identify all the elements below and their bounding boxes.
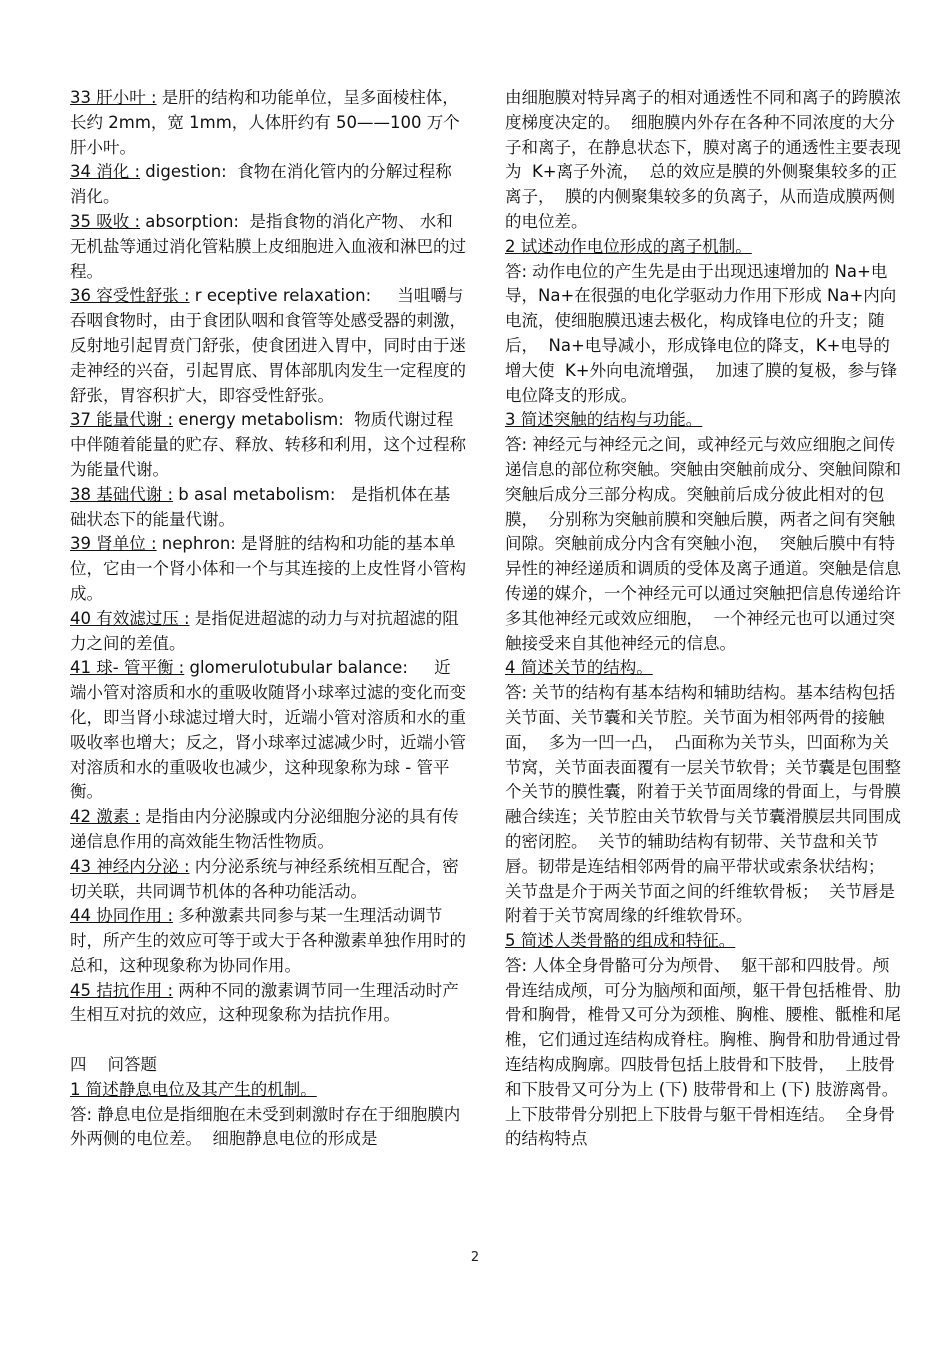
question-2-title: 2 试述动作电位形成的离子机制。: [505, 236, 752, 256]
definition-text: 是肝的结构和功能单位，呈多面棱柱体，长约 2mm，宽 1mm，人体肝约有 50——100 万个肝小叶。: [70, 88, 460, 157]
definition-text: 内分泌系统与神经系统相互配合，密切关联，共同调节机体的各种功能活动。: [70, 856, 459, 901]
question-5-title: 5 简述人类骨骼的组成和特征。: [505, 931, 736, 951]
right-column: [505, 86, 901, 1152]
question-5-answer: 答: 人体全身骨骼可分为颅骨、 躯干部和四肢骨。颅骨连结成颅，可分为脑颅和面颅，躯干骨包括椎骨、肋骨和胸骨，椎骨又可分为颈椎、胸椎、腰椎、骶椎和尾椎，它们通过连结构成脊柱。胸椎、胸骨和肋骨通过骨连结构成胸廓。四肢骨包括上肢骨和下肢骨， 上肢骨和下肢骨又可分为上 (下) 肢带骨和上 (下) 肢游离骨。上下肢带骨分别把上下肢骨与躯干骨相连结。 全身骨的结构特点: [505, 955, 901, 1149]
definition-text: nephron: 是肾脏的结构和功能的基本单位，它由一个肾小体和一个与其连接的上皮性肾小管构成。: [70, 534, 466, 603]
definition-40: [70, 607, 466, 657]
definition-text: digestion: 食物在消化管内的分解过程称消化。: [70, 162, 452, 207]
definition-36: [70, 284, 466, 408]
definition-text: 两种不同的激素调节同一生理活动时产生相互对抗的效应，这种现象称为拮抗作用。: [70, 980, 459, 1025]
definition-text: 是指促进超滤的动力与对抗超滤的阻力之间的差值。: [70, 608, 459, 653]
definition-44: [70, 904, 466, 978]
term-label: 37 能量代谢 :: [70, 410, 174, 430]
definition-text: absorption: 是指食物的消化产物、 水和无机盐等通过消化管粘膜上皮细胞进入血液和淋巴的过程。: [70, 211, 466, 281]
question-3-title: 3 简述突触的结构与功能。: [505, 410, 703, 430]
page-number: 2: [470, 1250, 480, 1265]
question-2-answer: 答: 动作电位的产生先是由于出现迅速增加的 Na+电导，Na+在很强的电化学驱动力作用下形成 Na+内向电流，使细胞膜迅速去极化，构成锋电位的升支；随后， Na+电导减小，形成锋电位的降支，K+电导的增大使 K+外向电流增强， 加速了膜的复极，参与锋电位降支的形成。: [505, 261, 898, 405]
term-label: 44 协同作用 :: [70, 906, 174, 926]
definition-43: [70, 855, 466, 905]
definition-text: 是指由内分泌腺或内分泌细胞分泌的具有传递信息作用的高效能生物活性物质。: [70, 807, 459, 851]
definition-text: 多种激素共同参与某一生理活动调节时，所产生的效应可等于或大于各种激素单独作用时的总和，这种现象称为协同作用。: [70, 906, 466, 975]
question-1-answer: 答: 静息电位是指细胞在未受到刺激时存在于细胞膜内外两侧的电位差。 细胞静息电位的形成是: [70, 1104, 461, 1149]
definition-45: [70, 979, 466, 1029]
definition-35: [70, 210, 466, 284]
spacer: [70, 1028, 466, 1053]
term-label: 41 球- 管平衡 :: [70, 658, 185, 678]
definition-33: [70, 86, 466, 160]
section-title: 四 问答题: [70, 1055, 157, 1075]
definition-text: glomerulotubular balance: 近端小管对溶质和水的重吸收随肾小球率过滤的变化而变化，即当肾小球滤过增大时，近端小管对溶质和水的重吸收率也增大；反之，肾小球率过滤减少时，近端小管对溶质和水的重吸收也减少，这种现象称为球 - 管平衡。: [70, 658, 466, 802]
definition-38: [70, 483, 466, 533]
question-1-title: 1 简述静息电位及其产生的机制。: [70, 1079, 317, 1099]
question-4-title: 4 简述关节的结构。: [505, 658, 653, 678]
term-label: 45 拮抗作用 :: [70, 980, 174, 1000]
definition-39: [70, 532, 466, 606]
definition-37: [70, 408, 466, 482]
question-4-answer: 答: 关节的结构有基本结构和辅助结构。基本结构包括关节面、关节囊和关节腔。关节面为相邻两骨的接触面， 多为一凹一凸， 凸面称为关节头，凹面称为关节窝，关节面表面覆有一层关节软骨；关节囊是包围整个关节的膜性囊，附着于关节面周缘的骨面上，与骨膜融合续连；关节腔由关节软骨与关节囊滑膜层共同围成的密闭腔。 关节的辅助结构有韧带、关节盘和关节唇。韧带是连结相邻两骨的扁平带状或索条状结构； 关节盘是介于两关节面之间的纤维软骨板； 关节唇是附着于关节窝周缘的纤维软骨环。: [505, 683, 901, 926]
term-label: 33 肝小叶 :: [70, 88, 157, 107]
term-label: 35 吸收 :: [70, 211, 141, 231]
term-label: 34 消化 :: [70, 162, 141, 182]
term-label: 36 容受性舒张 :: [70, 286, 190, 306]
left-column: [70, 86, 466, 1152]
definition-34: [70, 160, 466, 210]
term-label: 39 肾单位 :: [70, 534, 157, 554]
definition-text: r eceptive relaxation: 当咀嚼与吞咽食物时，由于食团队咽和食管等处感受器的刺激，反射地引起胃贲门舒张，使食团进入胃中，同时由于迷走神经的兴奋，引起胃底、胃体部肌肉发生一定程度的舒张，胃容积扩大，即容受性舒张。: [70, 286, 466, 405]
term-label: 42 激素 :: [70, 807, 141, 827]
definition-41: [70, 656, 466, 805]
term-label: 38 基础代谢 :: [70, 484, 174, 504]
term-label: 40 有效滤过压 :: [70, 608, 190, 628]
question-3-answer: 答: 神经元与神经元之间，或神经元与效应细胞之间传递信息的部位称突触。突触由突触前成分、突触间隙和突触后成分三部分构成。突触前后成分彼此相对的包膜， 分别称为突触前膜和突触后膜，两者之间有突触间隙。突触前成分内含有突触小泡， 突触后膜中有特异性的神经递质和调质的受体及离子通道。突触是信息传递的媒介，一个神经元可以通过突触把信息传递给许多其他神经元或效应细胞， 一个神经元也可以通过突触接受来自其他神经元的信息。: [505, 435, 901, 653]
definition-text: b asal metabolism: 是指机体在基础状态下的能量代谢。: [70, 484, 451, 529]
definition-42: [70, 805, 466, 855]
term-label: 43 神经内分泌 :: [70, 856, 190, 876]
question-1-answer-continued: 由细胞膜对特异离子的相对通透性不同和离子的跨膜浓度梯度决定的。 细胞膜内外存在各种不同浓度的大分子和离子，在静息状态下，膜对离子的通透性主要表现为 K+离子外流， 总的效应是膜的外侧聚集较多的正离子， 膜的内侧聚集较多的负离子，从而造成膜两侧的电位差。: [505, 88, 901, 231]
definition-text: energy metabolism: 物质代谢过程中伴随着能量的贮存、释放、转移和利用，这个过程称为能量代谢。: [70, 410, 466, 479]
